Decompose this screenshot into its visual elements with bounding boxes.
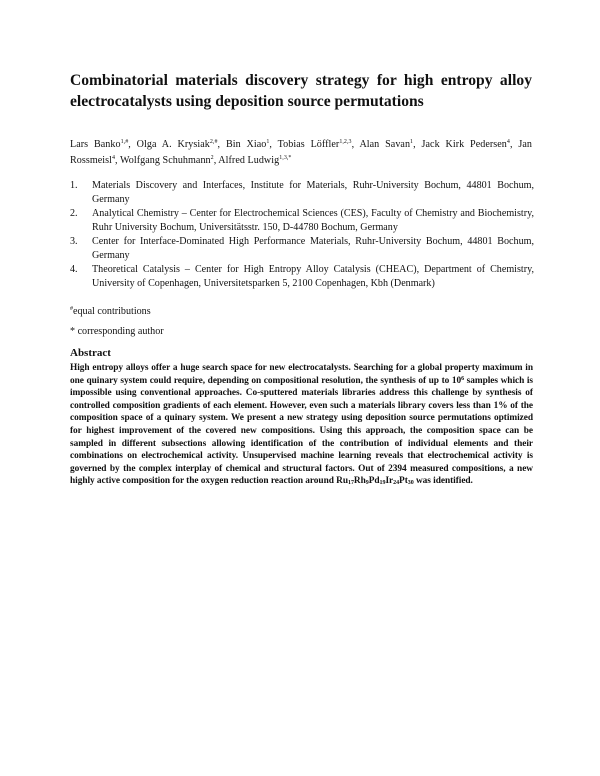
author-name: Bin Xiao bbox=[225, 139, 267, 150]
author-name: Alfred Ludwig bbox=[218, 155, 280, 166]
affiliation-item bbox=[70, 179, 534, 207]
author-affiliation-mark: 2 bbox=[210, 155, 214, 161]
formula-element: Ru bbox=[336, 476, 349, 487]
paper-title: Combinatorial materials discovery strategy for high entropy alloy electrocatalysts using deposition source permutations bbox=[70, 72, 532, 110]
author-separator: , bbox=[115, 155, 120, 166]
affiliation-number: 2. bbox=[70, 208, 78, 219]
affiliation-text: Analytical Chemistry – Center for Electrochemical Sciences (CES), Faculty of Chemistry and Biochemistry, Ruhr University Bochum, Universitätsstr. 150, D-44780 Bochum, Germany bbox=[92, 208, 534, 233]
author-affiliation-mark: 1 bbox=[410, 139, 414, 145]
author-affiliation-mark: 4 bbox=[506, 139, 510, 145]
affiliation-item bbox=[70, 235, 534, 263]
affiliation-list bbox=[70, 179, 534, 291]
affiliation-number: 1. bbox=[70, 180, 78, 191]
composition-formula bbox=[336, 476, 414, 486]
author-name: Olga A. Krysiak bbox=[136, 139, 210, 150]
formula-subscript: 17 bbox=[348, 480, 354, 487]
formula-element: Ir bbox=[385, 476, 394, 487]
author-separator: , bbox=[213, 155, 219, 166]
author-separator: , bbox=[351, 139, 360, 150]
author-name: Jack Kirk Pedersen bbox=[421, 139, 507, 150]
author-affiliation-mark: 1,# bbox=[120, 139, 129, 145]
affiliation-text: Theoretical Catalysis – Center for High Entropy Alloy Catalysis (CHEAC), Department of Chemistry, University of Copenhagen, Universitetsparken 5, 2100 Copenhagen, Kbh (Denmark) bbox=[92, 264, 534, 289]
author-affiliation-mark: 4 bbox=[111, 155, 116, 161]
formula-element: Rh bbox=[353, 476, 366, 487]
abstract-exponent: 6 bbox=[461, 375, 465, 382]
formula-element: Pt bbox=[399, 476, 408, 487]
author-list bbox=[70, 137, 532, 169]
formula-subscript: 19 bbox=[379, 480, 386, 487]
abstract-heading: Abstract bbox=[70, 347, 111, 359]
equal-contribution-text: equal contributions bbox=[73, 306, 151, 317]
formula-element: Pd bbox=[368, 476, 380, 487]
equal-contribution-note bbox=[70, 305, 151, 318]
author-affiliation-mark: 1,3,* bbox=[279, 155, 292, 161]
author-separator: , bbox=[217, 139, 226, 150]
equal-contribution-mark: # bbox=[70, 306, 73, 312]
affiliation-item bbox=[70, 207, 534, 235]
affiliation-text: Center for Interface-Dominated High Performance Materials, Ruhr-University Bochum, 44801 Bochum, Germany bbox=[92, 236, 534, 261]
author-affiliation-mark: 2,# bbox=[209, 139, 218, 145]
affiliation-item bbox=[70, 263, 534, 291]
author-name: Wolfgang Schuhmann bbox=[120, 155, 211, 166]
affiliation-text: Materials Discovery and Interfaces, Institute for Materials, Ruhr-University Bochum, 44801 Bochum, Germany bbox=[92, 180, 534, 205]
formula-subscript: 30 bbox=[407, 480, 414, 487]
formula-subscript: 9 bbox=[365, 480, 369, 487]
author-affiliation-mark: 1 bbox=[266, 139, 270, 145]
corresponding-author-note: * corresponding author bbox=[70, 326, 164, 337]
author-separator: , bbox=[128, 139, 137, 150]
author-name: Tobias Löffler bbox=[277, 139, 340, 150]
author-name: Alan Savan bbox=[359, 139, 411, 150]
abstract-text-part1: High entropy alloys offer a huge search space for new electrocatalysts. Searching for a global property maximum in one quinary system could require, depending on compositional resolution, the synthesis of up to 10 bbox=[70, 363, 533, 386]
abstract-text-part3: was identified. bbox=[413, 476, 473, 487]
formula-subscript: 24 bbox=[393, 480, 400, 487]
abstract-text-part2: samples which is impossible using conventional approaches. Co-sputtered materials libraries address this challenge by synthesis of controlled composition gradients of each element. However, even such a materials library covers less than 1% of the composition space of a quinary system. We present a new strategy using deposition source permutations optimized for highest improvement of the covered new compositions. Using this approach, the composition space can be sampled in different subsections allowing identification of the contribution of individual elements and their combinations on electrochemical activity. Unsupervised machine learning reveals that electrochemical activity is governed by the complex interplay of chemical and structural factors. Out of 2394 measured compositions, a new highly active composition for the oxygen reduction reaction around bbox=[70, 375, 533, 487]
author-separator: , bbox=[269, 139, 278, 150]
author-name: Jan Rossmeisl bbox=[70, 139, 532, 166]
affiliation-number: 3. bbox=[70, 236, 78, 247]
author-affiliation-mark: 1,2,3 bbox=[339, 139, 352, 145]
affiliation-number: 4. bbox=[70, 264, 78, 275]
author-separator: , bbox=[509, 139, 519, 150]
abstract-body bbox=[70, 362, 533, 488]
author-separator: , bbox=[413, 139, 422, 150]
author-name: Lars Banko bbox=[70, 139, 121, 150]
